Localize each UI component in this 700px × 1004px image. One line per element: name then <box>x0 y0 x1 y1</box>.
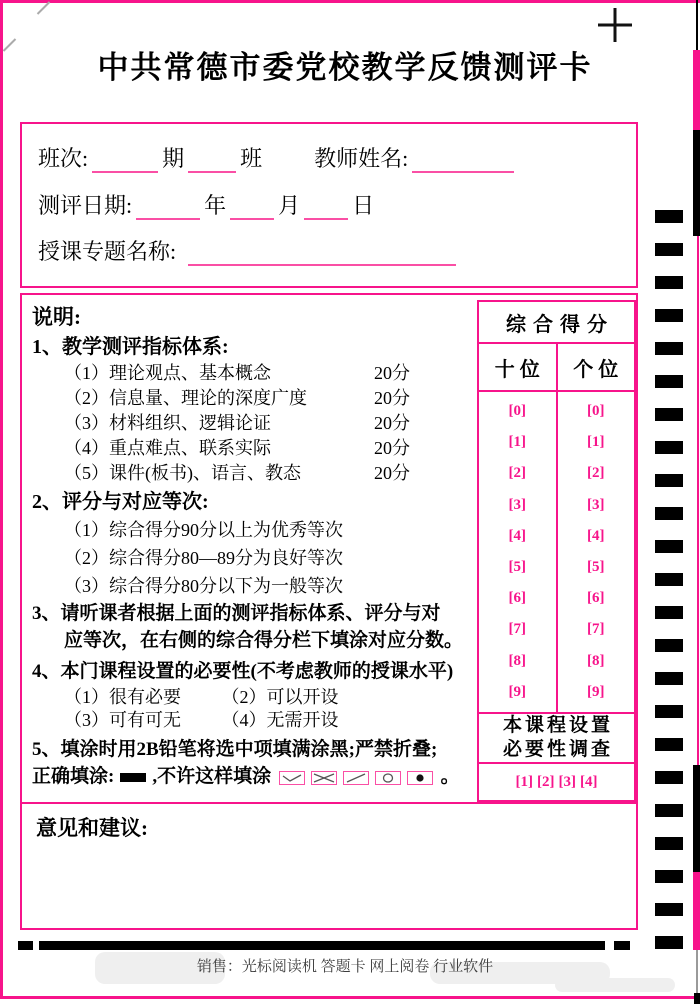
score-bubble-tens-6[interactable]: [6] <box>508 590 526 607</box>
survey-bubble-4[interactable]: [4] <box>580 773 598 790</box>
indicator-item <box>32 386 474 411</box>
necessity-option: （1）很有必要 <box>64 687 181 707</box>
section1-title: 1、教学测评指标体系: <box>32 336 229 358</box>
wrong-fill-circle-icon <box>375 771 401 785</box>
day-label: 日 <box>352 193 375 218</box>
page-border-top <box>0 0 700 3</box>
score-bubble-tens-8[interactable]: [8] <box>508 652 526 669</box>
score-bubble-grid <box>479 392 634 712</box>
section5-line2 <box>32 763 474 790</box>
indicator-score: 20分 <box>374 363 410 383</box>
topic-label: 授课专题名称: <box>38 239 177 264</box>
teacher-name-label: 教师姓名: <box>314 146 409 171</box>
indicator-score: 20分 <box>374 388 410 408</box>
timing-mark <box>655 276 683 289</box>
section3-line2: 应等次，在右侧的综合得分栏下填涂对应分数。 <box>64 630 464 651</box>
tens-column <box>479 392 556 712</box>
survey-bubble-2[interactable]: [2] <box>537 773 555 790</box>
right-edge-pink-line <box>697 236 699 765</box>
right-edge-black-bar-top <box>693 130 700 236</box>
survey-bubble-3[interactable]: [3] <box>558 773 576 790</box>
timing-mark <box>655 375 683 388</box>
sync-square-right <box>614 941 630 950</box>
indicator-item <box>32 461 474 486</box>
grade-rule-item: （1）综合得分90分以上为优秀等次 <box>64 520 343 540</box>
timing-mark <box>655 903 683 916</box>
class-number-blank[interactable] <box>188 147 236 173</box>
timing-mark <box>655 672 683 685</box>
timing-mark <box>655 606 683 619</box>
page-title: 中共常德市委党校教学反馈测评卡 <box>97 50 593 85</box>
wrong-fill-dot-icon <box>407 771 433 785</box>
date-day-blank[interactable] <box>304 194 348 220</box>
ones-column <box>556 392 635 712</box>
sentence-end: 。 <box>440 766 460 787</box>
right-edge-gray-line <box>696 950 698 993</box>
necessity-option: （4）无需开设 <box>221 710 339 730</box>
indicator-text: （4）重点难点、联系实际 <box>64 438 271 458</box>
comments-label: 意见和建议: <box>36 816 148 840</box>
indicator-item <box>32 436 474 461</box>
necessity-options-row2 <box>32 709 474 732</box>
score-bubble-tens-0[interactable]: [0] <box>508 403 526 420</box>
right-edge-black-bar-bottom <box>693 765 700 872</box>
comments-area[interactable] <box>22 802 636 926</box>
score-panel-title: 综合得分 <box>479 302 634 344</box>
wrong-fill-label: ,不许这样填涂 <box>152 766 272 787</box>
timing-mark <box>655 342 683 355</box>
class-session-blank[interactable] <box>92 147 158 173</box>
timing-mark <box>655 243 683 256</box>
corner-trim-mark <box>37 1 50 14</box>
timing-mark <box>655 507 683 520</box>
right-edge-pink-bar-top <box>693 50 700 130</box>
timing-mark <box>655 540 683 553</box>
timing-marks-column <box>655 0 683 1004</box>
score-bubble-tens-4[interactable]: [4] <box>508 527 526 544</box>
timing-mark <box>655 639 683 652</box>
score-bubble-ones-7[interactable]: [7] <box>587 621 605 638</box>
right-edge-black-line <box>696 0 698 52</box>
timing-mark <box>655 738 683 751</box>
score-bubble-ones-9[interactable]: [9] <box>587 683 605 700</box>
score-bubble-tens-5[interactable]: [5] <box>508 559 526 576</box>
instructions-heading: 说明: <box>32 305 81 329</box>
course-survey-line1: 本课程设置 <box>502 715 613 736</box>
grade-rule-item: （3）综合得分80分以下为一般等次 <box>64 576 343 596</box>
survey-bubble-1[interactable]: [1] <box>515 773 533 790</box>
class-unit-ban: 班 <box>240 146 263 171</box>
section3-line1: 3、请听课者根据上面的测评指标体系、评分与对 <box>32 603 441 624</box>
timing-mark <box>655 441 683 454</box>
wrong-fill-cross-icon <box>311 771 337 785</box>
score-bubble-tens-3[interactable]: [3] <box>508 496 526 513</box>
score-panel <box>477 300 636 802</box>
sync-bar <box>39 941 605 950</box>
necessity-option: （3）可有可无 <box>64 710 181 730</box>
score-bubble-ones-2[interactable]: [2] <box>587 465 605 482</box>
right-edge-corner-mark <box>694 993 700 1004</box>
page-border-left <box>0 0 3 997</box>
indicator-text: （5）课件(板书)、语言、教态 <box>64 463 301 483</box>
score-bubble-ones-4[interactable]: [4] <box>587 527 605 544</box>
class-unit-qi: 期 <box>162 146 185 171</box>
ones-column-header: 个 位 <box>556 344 635 390</box>
timing-mark <box>655 936 683 949</box>
timing-mark <box>655 804 683 817</box>
section5-line1: 5、填涂时用2B铅笔将选中项填满涂黑;严禁折叠; <box>32 739 438 760</box>
course-survey-header <box>479 712 634 762</box>
footer-sales-text: 销售：光标阅读机 答题卡 网上阅卷 行业软件 <box>196 959 494 975</box>
date-row <box>38 189 374 220</box>
year-label: 年 <box>204 193 227 218</box>
section4-title: 4、本门课程设置的必要性(不考虑教师的授课水平) <box>32 661 454 682</box>
correct-fill-mark-icon <box>120 773 146 782</box>
date-month-blank[interactable] <box>230 194 274 220</box>
course-survey-options <box>479 762 634 800</box>
registration-cross-icon <box>598 8 632 42</box>
timing-mark <box>655 705 683 718</box>
score-bubble-tens-7[interactable]: [7] <box>508 621 526 638</box>
wrong-fill-slash-icon <box>343 771 369 785</box>
score-bubble-ones-1[interactable]: [1] <box>587 434 605 451</box>
necessity-options-row1 <box>32 686 474 709</box>
score-bubble-ones-6[interactable]: [6] <box>587 590 605 607</box>
wrong-fill-check-icon <box>279 771 305 785</box>
month-label: 月 <box>278 193 301 218</box>
header-info-box <box>20 122 638 288</box>
topic-row <box>38 235 460 266</box>
teacher-name-blank[interactable] <box>412 147 514 173</box>
main-box <box>20 293 638 930</box>
timing-mark <box>655 408 683 421</box>
timing-mark <box>655 573 683 586</box>
class-label: 班次: <box>38 146 89 171</box>
class-row <box>38 142 518 173</box>
indicator-item <box>32 411 474 436</box>
score-bubble-ones-5[interactable]: [5] <box>587 559 605 576</box>
timing-mark <box>655 837 683 850</box>
timing-mark <box>655 771 683 784</box>
score-bubble-ones-0[interactable]: [0] <box>587 403 605 420</box>
indicator-score: 20分 <box>374 438 410 458</box>
instructions-column <box>32 303 474 790</box>
tens-column-header: 十 位 <box>494 358 540 381</box>
timing-mark <box>655 309 683 322</box>
section2-title: 2、评分与对应等次: <box>32 491 209 513</box>
grade-rule-item: （2）综合得分80—89分为良好等次 <box>64 548 343 568</box>
score-panel-headers <box>479 344 634 392</box>
score-bubble-tens-1[interactable]: [1] <box>508 434 526 451</box>
score-bubble-tens-9[interactable]: [9] <box>508 683 526 700</box>
date-label: 测评日期: <box>38 193 133 218</box>
correct-fill-label: 正确填涂: <box>32 766 115 787</box>
timing-mark <box>655 210 683 223</box>
topic-blank[interactable] <box>188 240 456 266</box>
indicator-score: 20分 <box>374 413 410 433</box>
indicator-text: （3）材料组织、逻辑论证 <box>64 413 271 433</box>
indicator-item <box>32 361 474 386</box>
score-bubble-ones-8[interactable]: [8] <box>587 652 605 669</box>
score-bubble-tens-2[interactable]: [2] <box>508 465 526 482</box>
right-edge-pink-bar-bottom <box>693 872 700 950</box>
score-bubble-ones-3[interactable]: [3] <box>587 496 605 513</box>
timing-mark <box>655 870 683 883</box>
date-year-blank[interactable] <box>136 194 200 220</box>
indicator-text: （1）理论观点、基本概念 <box>64 363 271 383</box>
timing-mark <box>655 474 683 487</box>
sync-square-left <box>18 941 33 950</box>
course-survey-line2: 必要性调查 <box>502 739 613 760</box>
indicator-text: （2）信息量、理论的深度广度 <box>64 388 307 408</box>
indicator-score: 20分 <box>374 463 410 483</box>
page-border-bottom <box>0 996 700 999</box>
necessity-option: （2）可以开设 <box>221 687 339 707</box>
